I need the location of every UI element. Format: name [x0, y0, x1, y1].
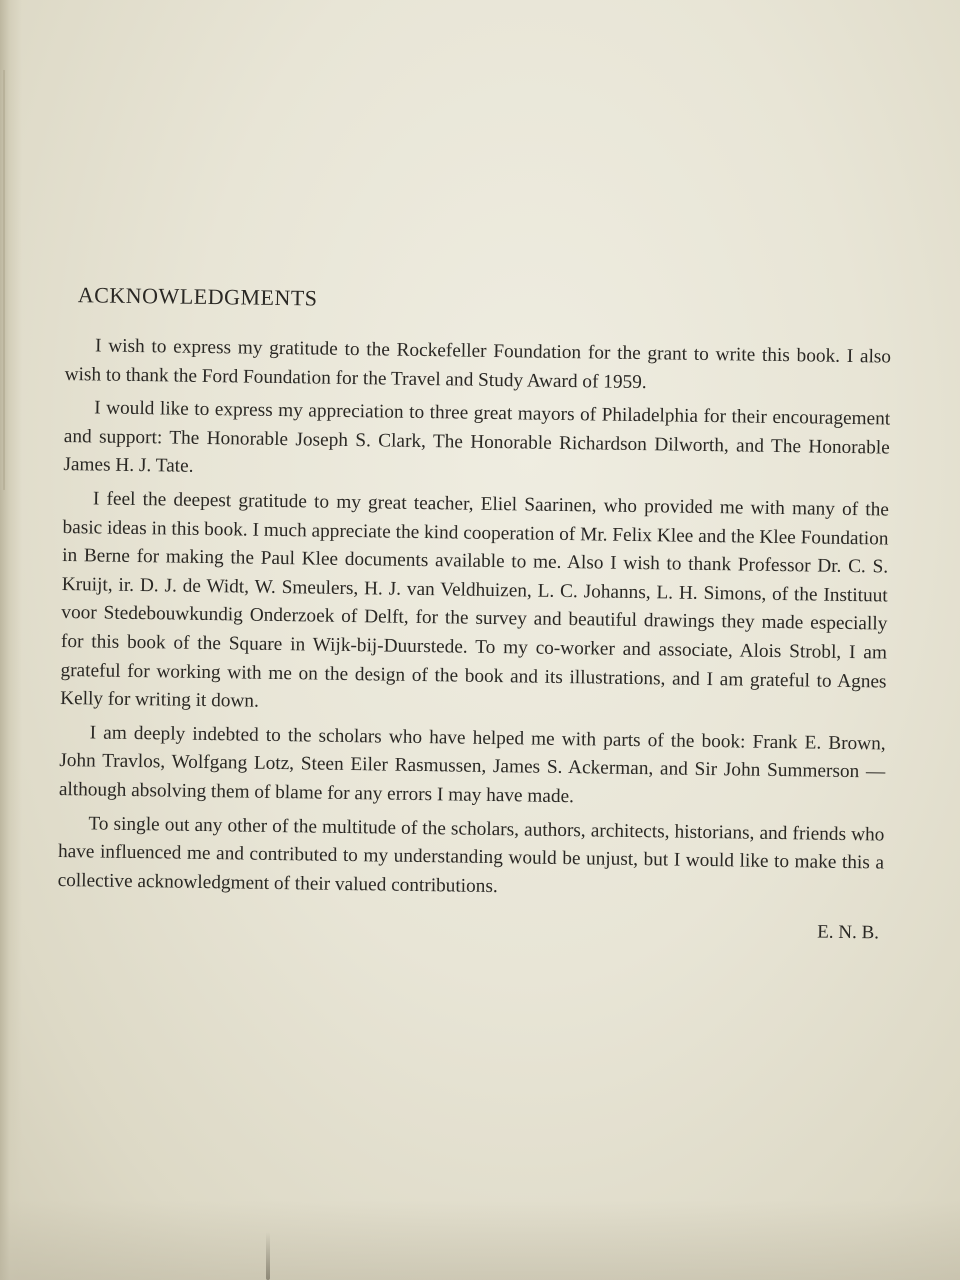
- page-edge: [3, 70, 5, 490]
- paragraph-collective: To single out any other of the multitude of the scholars, authors, architects, historians, and friends who have influenced me and contributed to my understanding would be unjust, but I would like to make this a collective acknowledgment of their valued contributions.: [57, 812, 885, 897]
- paragraph-teachers: I feel the deepest gratitude to my great teacher, Eliel Saarinen, who provided me with many of the basic ideas in this book. I much appreciate the kind cooperation of Mr. Felix Klee and the Klee Foundation in Berne for making the Paul Klee documents available to me. Also I wish to thank Professor Dr. C. S. Kruijt, ir. D. J. de Widt, W. Smeulers, H. J. van Veldhuizen, L. C. Johanns, L. H. Simons, of the Instituut voor Stedebouwkundig Onderzoek of Delft, for the survey and beautiful drawings they made especially for this book of the Square in Wijk-bij-Duurstede. To my co-worker and associate, Alois Strobl, I am grateful for working with me on the design of the book and its illustrations, and I am grateful to Agnes Kelly for writing it down.: [60, 488, 890, 712]
- page-heading: ACKNOWLEDGMENTS: [77, 282, 318, 311]
- page-crease: [266, 1232, 270, 1280]
- paragraph-rockefeller: I wish to express my gratitude to the Rockefeller Foundation for the grant to write this book. I also wish to thank the Ford Foundation for the Travel and Study Award of 1959.: [64, 335, 892, 393]
- bottom-shadow: [0, 1200, 960, 1280]
- acknowledgments-section: [57, 282, 892, 945]
- paragraph-scholars: I am deeply indebted to the scholars who have helped me with parts of the book: Frank E. Brown, John Travlos, Wolfgang Lotz, Steen Eiler Rasmussen, James S. Ackerman, and Sir John Summerson — although absolving them of blame for any errors I may have made.: [58, 722, 886, 808]
- author-initials: E. N. B.: [817, 921, 880, 944]
- paragraph-mayors: I would like to express my appreciation to three great mayors of Philadelphia for their encouragement and support: The Honorable Joseph S. Clark, The Honorable Richardson Dilworth, and The Honorable James H. J. Tate.: [63, 397, 891, 478]
